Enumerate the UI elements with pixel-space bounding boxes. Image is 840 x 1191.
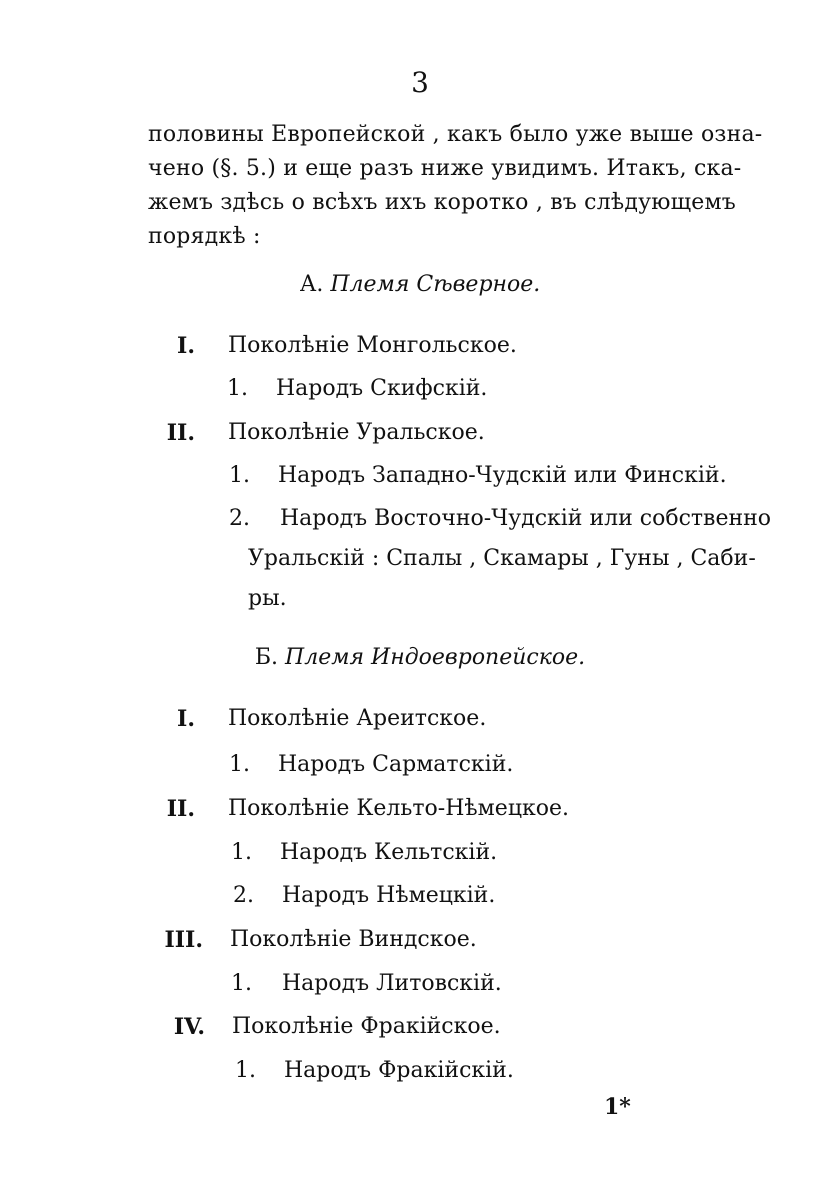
section-a-item-2-roman: II. bbox=[166, 420, 195, 446]
section-a-item-1-roman: I. bbox=[177, 333, 195, 359]
section-a-item-2-title: Поколѣніе Уральское. bbox=[228, 420, 485, 445]
section-b-item-3-nation-1-text: Народъ Литовскій. bbox=[282, 971, 502, 996]
section-b-item-2-nation-2-number: 2. bbox=[233, 883, 254, 908]
section-a-item-1-nation-1-text: Народъ Скифскій. bbox=[276, 376, 488, 401]
intro-line-4: порядкѣ : bbox=[148, 224, 261, 249]
page-number: 3 bbox=[411, 66, 429, 99]
section-a-item-2-nation-1-text: Народъ Западно-Чудскій или Финскій. bbox=[278, 463, 727, 488]
section-a-item-1-title: Поколѣніе Монгольское. bbox=[228, 333, 517, 358]
section-a-title: Племя Сѣверное. bbox=[330, 272, 541, 297]
section-b-heading bbox=[0, 645, 840, 670]
section-a-item-2-nation-2-continuation-2: ры. bbox=[248, 586, 287, 611]
section-a-letter: А. bbox=[299, 272, 324, 297]
section-a-item-1-nation-1-number: 1. bbox=[227, 376, 248, 401]
section-b-item-1-title: Поколѣніе Ареитское. bbox=[228, 706, 487, 731]
section-b-item-1-roman: I. bbox=[177, 706, 195, 732]
intro-line-2: чено (§. 5.) и еще разъ ниже увидимъ. Итакъ, ска- bbox=[148, 156, 742, 181]
section-b-item-3-title: Поколѣніе Виндское. bbox=[230, 927, 477, 952]
section-b-letter: Б. bbox=[254, 645, 279, 670]
section-b-item-1-nation-1-text: Народъ Сарматскій. bbox=[278, 752, 514, 777]
section-b-item-2-roman: II. bbox=[166, 796, 195, 822]
section-a-item-2-nation-2-number: 2. bbox=[229, 506, 250, 531]
section-b-item-4-nation-1-text: Народъ Фракійскій. bbox=[284, 1058, 514, 1083]
section-b-item-3-roman: III. bbox=[164, 927, 203, 953]
intro-line-3: жемъ здѣсь о всѣхъ ихъ коротко , въ слѣдующемъ bbox=[148, 190, 736, 215]
section-a-heading bbox=[0, 272, 840, 297]
section-a-item-2-nation-1-number: 1. bbox=[229, 463, 250, 488]
section-b-item-2-nation-2-text: Народъ Нѣмецкій. bbox=[282, 883, 496, 908]
section-b-item-2-nation-1-number: 1. bbox=[231, 840, 252, 865]
signature-mark: 1* bbox=[604, 1094, 631, 1120]
section-b-item-2-title: Поколѣніе Кельто-Нѣмецкое. bbox=[228, 796, 569, 821]
section-b-item-4-roman: IV. bbox=[173, 1014, 205, 1040]
intro-line-1: половины Европейской , какъ было уже выше озна- bbox=[148, 122, 763, 147]
section-b-item-2-nation-1-text: Народъ Кельтскій. bbox=[280, 840, 498, 865]
section-b-item-4-nation-1-number: 1. bbox=[235, 1058, 256, 1083]
section-b-item-4-title: Поколѣніе Фракійское. bbox=[232, 1014, 501, 1039]
section-a-item-2-nation-2-continuation-1: Уральскій : Спалы , Скамары , Гуны , Саби- bbox=[248, 546, 756, 571]
section-b-item-3-nation-1-number: 1. bbox=[231, 971, 252, 996]
section-a-item-2-nation-2-text: Народъ Восточно-Чудскій или собственно bbox=[280, 506, 772, 531]
section-b-item-1-nation-1-number: 1. bbox=[229, 752, 250, 777]
section-b-title: Племя Индоевропейское. bbox=[285, 645, 586, 670]
